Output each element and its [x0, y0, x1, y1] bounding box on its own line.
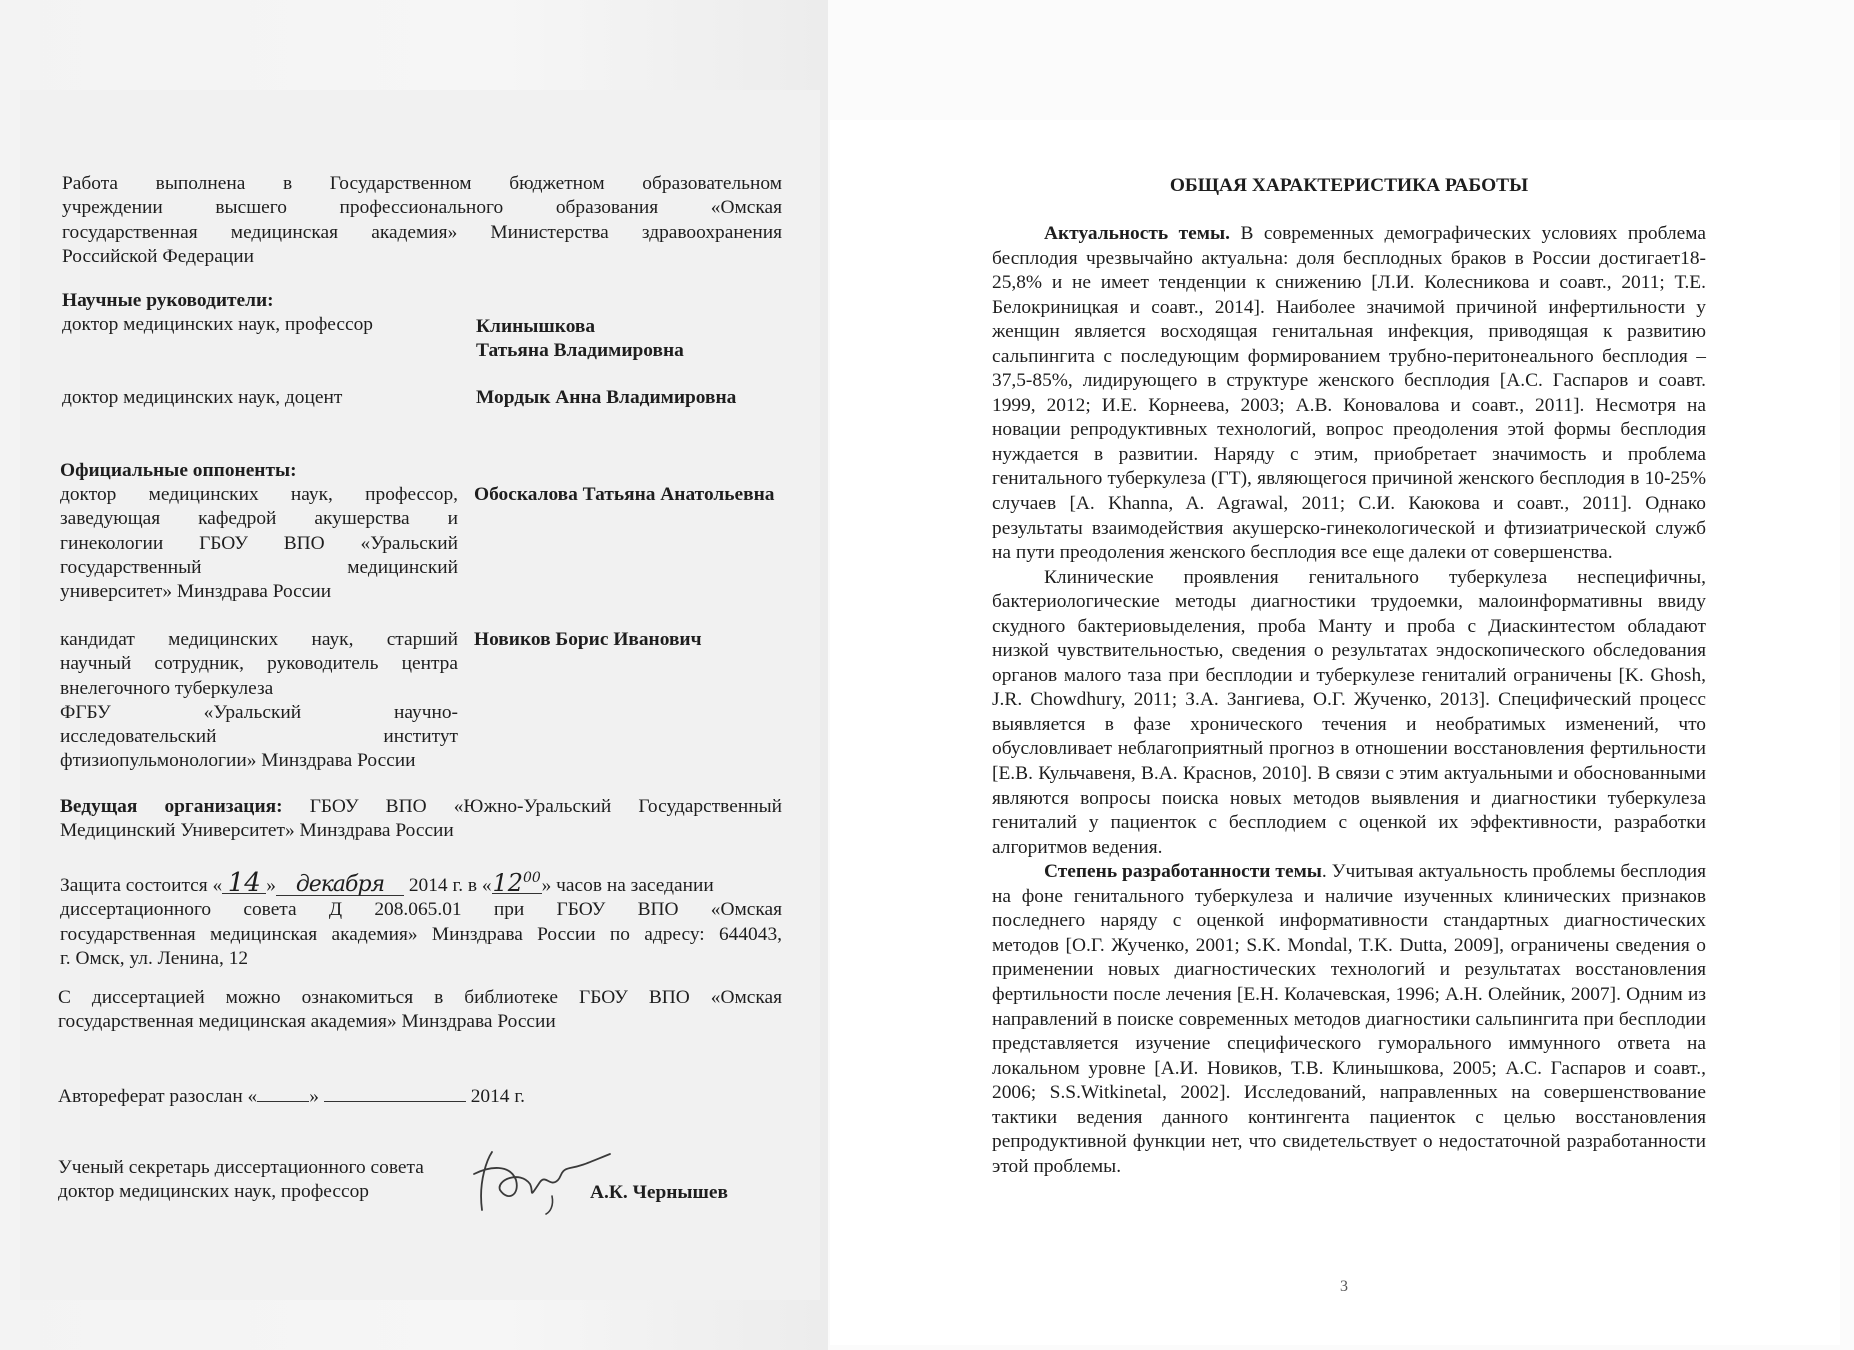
relevance-text: В современных демографических условиях проблема бесплодия чрезвычайно актуальна: доля бесплодных браков в России достигает18-25,8% и не имеет тенденции к снижению [Л.И. Колесникова и соавт., 2011; Т.Е. Белокриницкая и соавт., 2014]. Наиболее значимой причиной инфертильности у женщин является восходящая генитальная инфекция, приводящая к развитию сальпингита с последующим формированием трубно-перитонеального бесплодия – 37,5-85%, лидирующего в структуре женского бесплодия [А.С. Гаспаров и соавт. 1999, 2012; И.Е. Корнеева, 2003; А.В. Коновалова и соавт., 2011]. Несмотря на новации репродуктивных технологий, вопрос преодоления этой формы бесплодия нуждается в развитии. Наряду с этим, приобретает значимость и проблема генитального туберкулеза (ГТ), являющегося причиной женского бесплодия в 10-25% случаев [A. Khanna, A. Agrawal, 2011; С.И. Каюкова и соавт., 2011]. Однако результаты взаимодействия акушерско-гинекологической и фтизиатрической служб на пути преодоления женского бесплодия все еще далеки от совершенства. [992, 223, 1706, 564]
secretary-title: Ученый секретарь диссертационного совета [58, 1157, 424, 1178]
defense-day-handwritten: 14 [222, 873, 266, 894]
defense-line: государственная медицинская академия» Минздрава России по адресу: 644043, [60, 923, 782, 945]
supervisors-heading: Научные руководители: [62, 290, 274, 311]
abstract-sent-text: 2014 г. [470, 1086, 525, 1107]
library-line: С диссертацией можно ознакомиться в библиотеке ГБОУ ВПО «Омская [58, 987, 782, 1008]
lead-org-line: Медицинский Университет» Минздрава России [60, 820, 454, 842]
library-info [58, 986, 782, 1035]
defense-info [60, 868, 782, 971]
opponent2-line: исследовательский институт [60, 726, 458, 748]
opponent1-name: Обоскалова Татьяна Анатольевна [474, 484, 775, 505]
abstract-sent-line [58, 1085, 525, 1109]
month-blank [324, 1085, 466, 1102]
defense-text: 2014 г. в « [408, 875, 492, 896]
lead-org-line [60, 795, 782, 819]
supervisor2-name: Мордык Анна Владимировна [476, 387, 737, 408]
opponent2-line: ФГБУ «Уральский научно- [60, 701, 458, 723]
intro-line: Работа выполнена в Государственном бюджетном образовательном [62, 173, 782, 194]
opponent2-line: научный сотрудник, руководитель центра [60, 653, 458, 675]
opponents-heading: Официальные оппоненты: [60, 460, 297, 481]
clinical-paragraph: Клинические проявления генитального туберкулеза неспецифичны, бактериологические методы диагностики трудоемки, малоинформативны ввиду скудного бактериовыделения, проба Манту и проба с Диаскинтестом обладают низкой чувствительностью, сведения о результатах эндоскопического обследования органов малого таза при бесплодии и туберкулезе гениталий ограничены [K. Ghosh, J.R. Chowdhury, 2011; З.А. Зангиева, О.Г. Жученко, 2013]. Специфический процесс выявляется в фазе хронического течения и необратимых изменений, что обусловливает неблагоприятный прогноз в отношении восстановления фертильности [Е.В. Кульчавеня, В.А. Краснов, 2010]. В связи с этим актуальными и обоснованными являются вопросы поиска новых методов выявления и диагностики туберкулеза гениталий у пациенток с бесплодием с оценкой их эффективности, разработки алгоритмов ведения. [992, 566, 1706, 858]
opponent1-line: государственный медицинский [60, 556, 458, 578]
supervisor1-title: доктор медицинских наук, профессор [62, 314, 373, 335]
defense-hour: 12 [492, 869, 523, 897]
defense-text: Защита состоится « [60, 875, 223, 896]
defense-time-handwritten [492, 868, 542, 897]
defense-line: г. Омск, ул. Ленина, 12 [60, 947, 249, 969]
opponent2-line: кандидат медицинских наук, старший [60, 629, 458, 650]
secretary-name: А.К. Чернышев [590, 1182, 728, 1203]
defense-text: » [266, 875, 276, 896]
day-blank [257, 1085, 309, 1102]
page-number: 3 [1340, 1278, 1348, 1295]
defense-month-handwritten: декабря [276, 875, 404, 896]
right-body [992, 222, 1706, 1179]
secretary-signature [470, 1140, 620, 1220]
abstract-sent-text: Автореферат разослан « [58, 1086, 258, 1107]
intro-line: государственная медицинская академия» Министерства здравоохранения [62, 221, 782, 243]
opponent1-line: университет» Минздрава России [60, 581, 332, 603]
intro-line: Российской Федерации [62, 245, 254, 267]
abstract-sent-text: » [309, 1086, 319, 1107]
opponent2-line: фтизиопульмонологии» Минздрава России [60, 750, 416, 772]
defense-line: диссертационного совета Д 208.065.01 при ГБОУ ВПО «Омская [60, 899, 782, 921]
degree-text: . Учитывая актуальность проблемы бесплодия на фоне генитального туберкулеза и наличие изученных клинических признаков последнего наряду с оценкой информативности стандартных диагностических методов [О.Г. Жученко, 2001; S.K. Mondal, T.K. Dutta, 2009], ограничены сведения о применении новых диагностических технологий и результатах восстановления фертильности после лечения [Е.Н. Колачевская, 1996; А.Н. Олейник, 2007]. Одним из направлений в поиске современных методов диагностики сальпингита при бесплодии представляется изучение специфического гуморального иммунного ответа на локальном уровне [А.И. Новиков, Т.В. Клинышкова, 2005; А.С. Гаспаров и соавт., 2006; S.S.Witkinetal, 2002]. Исследований, направленных на совершенствование тактики ведения данного контингента пациенток с целью восстановления репродуктивной функции нет, что свидетельствует о недостаточной разработанности этой проблемы. [992, 861, 1706, 1177]
defense-text: » часов на заседании [541, 875, 714, 896]
secretary-degree: доктор медицинских наук, профессор [58, 1181, 369, 1202]
defense-minutes: 00 [522, 870, 541, 886]
supervisor1-name: Клинышкова [476, 316, 596, 337]
lead-org-label: Ведущая организация: [60, 796, 283, 817]
opponent1-affiliation [60, 483, 458, 604]
supervisor2-title: доктор медицинских наук, доцент [62, 387, 343, 408]
supervisor1-name: Татьяна Владимировна [476, 340, 684, 361]
opponent1-line: гинекологии ГБОУ ВПО «Уральский [60, 532, 458, 554]
relevance-label: Актуальность темы. [1044, 223, 1230, 244]
opponent2-line: внелегочного туберкулеза [60, 677, 274, 699]
defense-line [60, 868, 782, 898]
intro-line: учреждении высшего профессионального образования «Омская [62, 197, 782, 219]
relevance-paragraph [992, 222, 1706, 566]
lead-organization [60, 795, 782, 844]
opponent1-line: заведующая кафедрой акушерства и [60, 508, 458, 530]
lead-org-text: ГБОУ ВПО «Южно-Уральский Государственный [309, 796, 782, 817]
intro-paragraph [62, 172, 782, 269]
degree-label: Степень разработанности темы [1044, 861, 1322, 883]
section-title: ОБЩАЯ ХАРАКТЕРИСТИКА РАБОТЫ [1169, 175, 1529, 196]
degree-paragraph [992, 860, 1706, 1179]
opponent2-affiliation [60, 628, 458, 774]
library-line: государственная медицинская академия» Минздрава России [58, 1011, 556, 1033]
opponent1-line: доктор медицинских наук, профессор, [60, 484, 458, 505]
opponent2-name: Новиков Борис Иванович [474, 629, 702, 650]
